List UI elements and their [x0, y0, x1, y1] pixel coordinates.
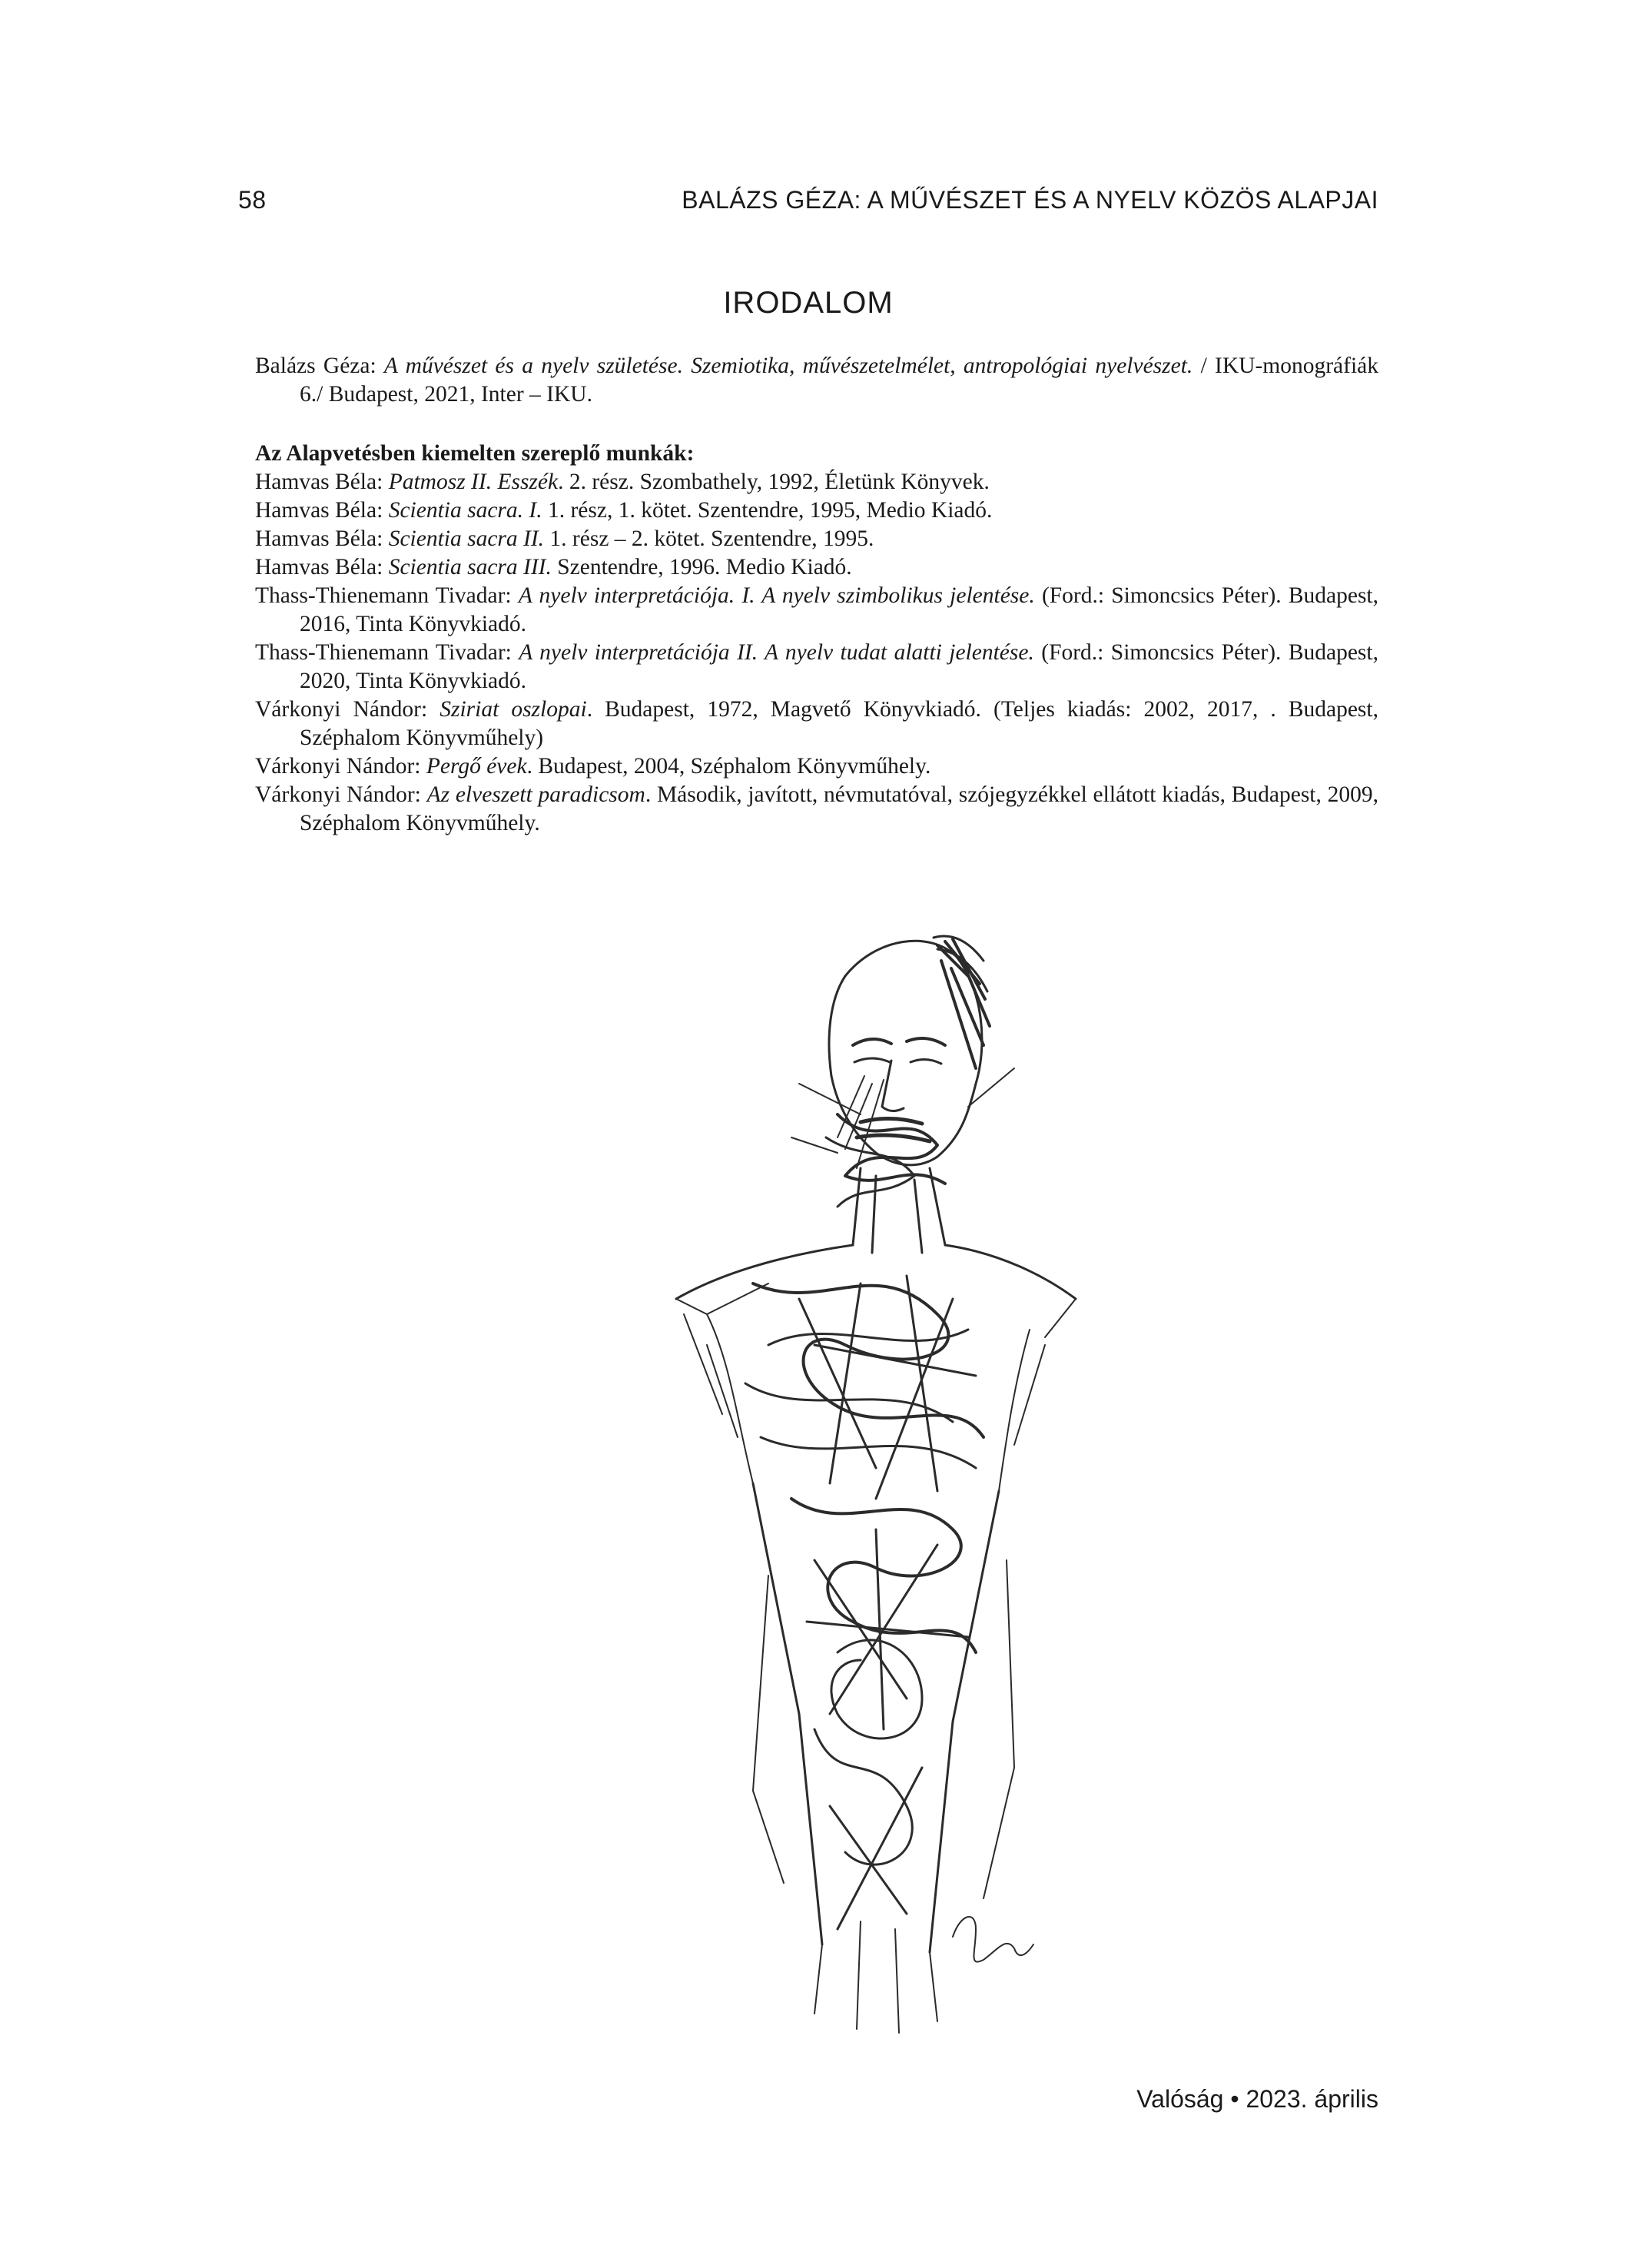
reference-item [255, 525, 1378, 553]
ref-author: Thass-Thienemann Tivadar: [255, 583, 519, 608]
reference-item [255, 781, 1378, 838]
reference-item [255, 553, 1378, 582]
primary-reference [255, 352, 1378, 409]
footer-publication: Valóság • 2023. április [1136, 2085, 1378, 2113]
ref-title: A nyelv interpretációja II. A nyelv tudat alatti jelentése. [519, 640, 1034, 665]
page-number: 58 [238, 186, 267, 214]
ref-author: Hamvas Béla: [255, 498, 389, 523]
ref-details: 1. rész, 1. kötet. Szentendre, 1995, Medio Kiadó. [542, 498, 993, 523]
reference-item [255, 752, 1378, 781]
reference-list [255, 352, 1378, 838]
reference-item [255, 582, 1378, 639]
ref-details: Szentendre, 1996. Medio Kiadó. [551, 555, 852, 579]
ref-details: . 2. rész. Szombathely, 1992, Életünk Könyvek. [558, 470, 990, 494]
ref-title: A nyelv interpretációja. I. A nyelv szimbolikus jelentése. [518, 583, 1035, 608]
subheading: Az Alapvetésben kiemelten szereplő munkák: [255, 441, 695, 466]
ref-author: Balázs Géza: [255, 354, 384, 378]
ref-author: Hamvas Béla: [255, 555, 389, 579]
ref-author: Várkonyi Nándor: [255, 697, 440, 722]
ref-title: Scientia sacra II. [388, 526, 545, 551]
ref-details: . Budapest, 1972, Magvető Könyvkiadó. (Teljes kiadás: 2002, 2017, . Budapest, Széphalom Könyvműhely) [300, 697, 1378, 750]
ref-details: . Budapest, 2004, Széphalom Könyvműhely. [526, 754, 931, 779]
ref-title: Az elveszett paradicsom [426, 782, 645, 807]
ref-title: A művészet és a nyelv születése. Szemiotika, művészetelmélet, antropológiai nyelvészet. [383, 354, 1193, 378]
reference-item [255, 696, 1378, 752]
reference-item [255, 468, 1378, 496]
running-head [238, 186, 1378, 224]
ref-author: Várkonyi Nándor: [255, 782, 427, 807]
portrait-illustration [476, 884, 1153, 2067]
ref-details: (Ford.: Simoncsics Péter). Budapest, 2020, Tinta Könyvkiadó. [300, 640, 1378, 693]
ref-author: Hamvas Béla: [255, 470, 389, 494]
reference-item [255, 496, 1378, 525]
running-title: BALÁZS GÉZA: A MŰVÉSZET ÉS A NYELV KÖZÖS ALAPJAI [682, 186, 1378, 214]
ref-details: . Második, javított, névmutatóval, szójegyzékkel ellátott kiadás, Budapest, 2009, Széphalom Könyvműhely. [300, 782, 1378, 835]
ref-author: Thass-Thienemann Tivadar: [255, 640, 519, 665]
ref-title: Sziriat oszlopai [440, 697, 587, 722]
ref-author: Hamvas Béla: [255, 526, 389, 551]
ref-details: (Ford.: Simoncsics Péter). Budapest, 2016, Tinta Könyvkiadó. [300, 583, 1378, 636]
ref-title: Scientia sacra. I. [388, 498, 542, 523]
ref-details: 1. rész – 2. kötet. Szentendre, 1995. [544, 526, 874, 551]
ref-details: / IKU-monográfiák 6./ Budapest, 2021, Inter – IKU. [300, 354, 1378, 407]
ref-author: Várkonyi Nándor: [255, 754, 426, 779]
section-title: IRODALOM [723, 286, 894, 320]
ref-title: Scientia sacra III. [388, 555, 552, 579]
ref-title: Patmosz II. Esszék [388, 470, 559, 494]
reference-item [255, 639, 1378, 696]
ref-title: Pergő évek [426, 754, 527, 779]
